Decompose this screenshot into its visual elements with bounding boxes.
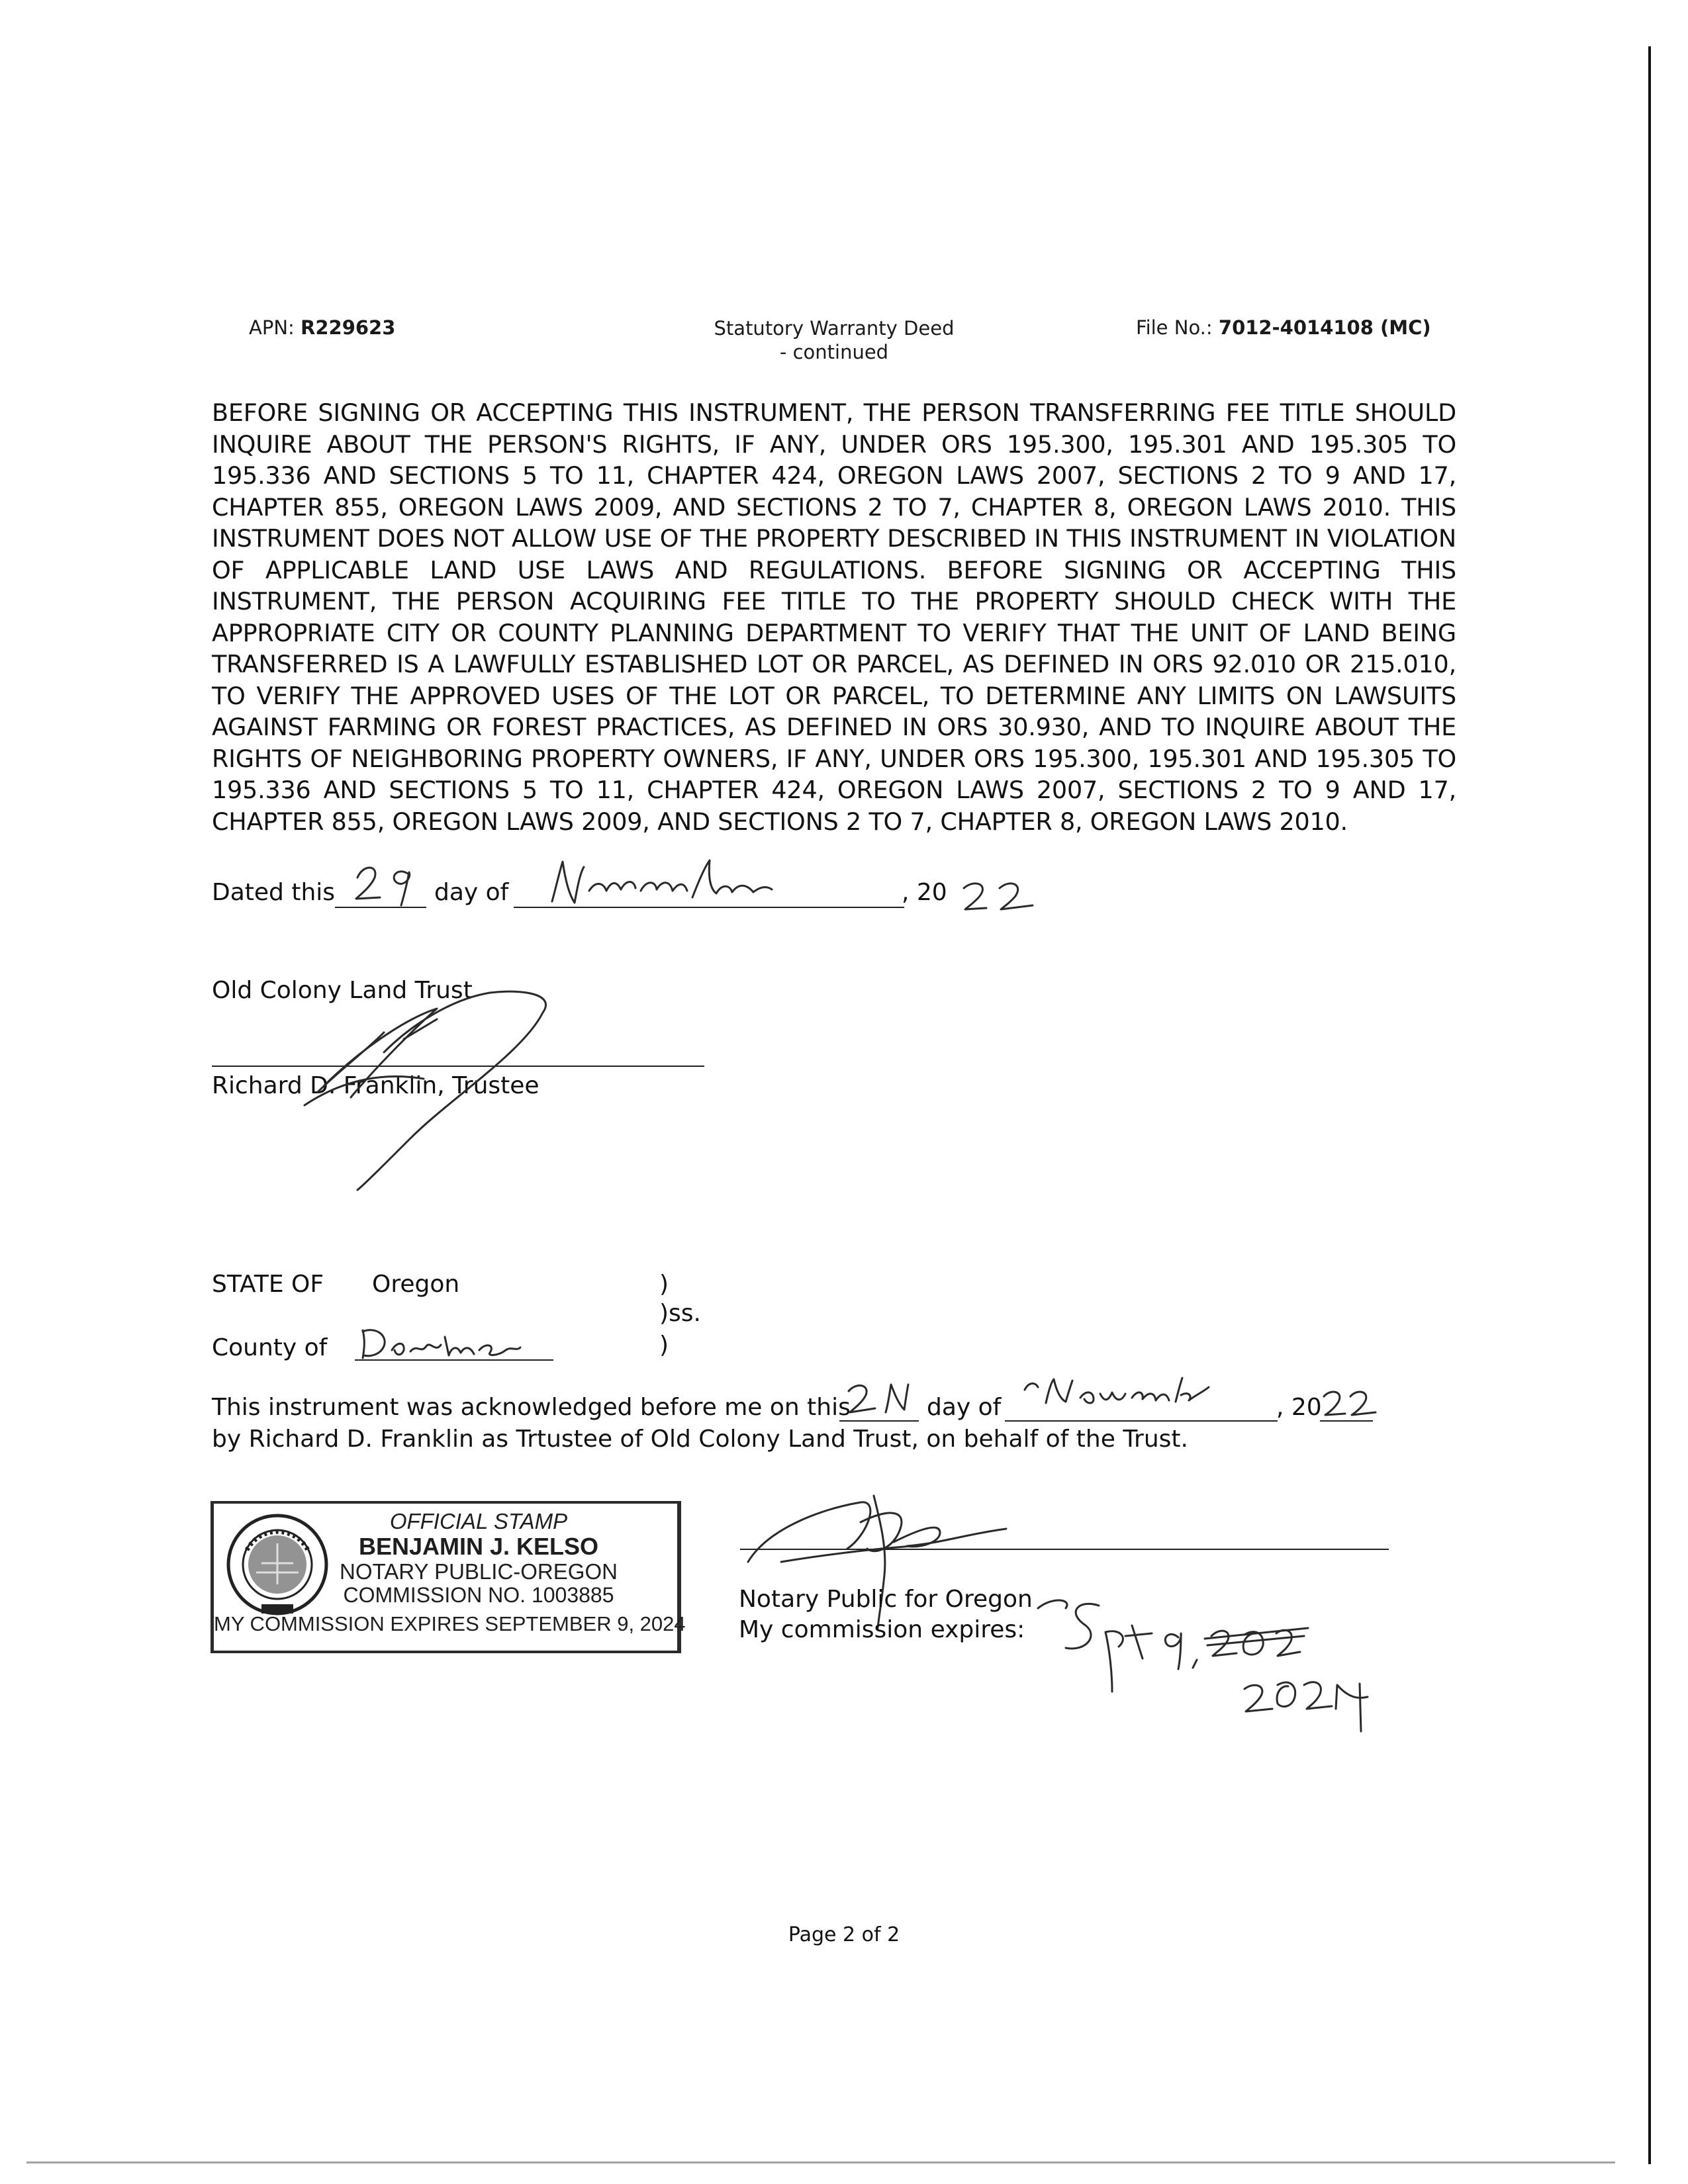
stamp-notary-name: BENJAMIN J. KELSO <box>358 1533 599 1560</box>
file-number-label: File No.: <box>1136 316 1213 339</box>
file-number-field <box>1136 316 1431 339</box>
grantor-name-title: Richard D. Franklin, Trustee <box>212 1072 539 1099</box>
stamp-title: OFFICIAL STAMP <box>389 1509 568 1533</box>
dated-prefix: Dated this <box>212 879 336 906</box>
dated-year-handwriting <box>960 878 1039 915</box>
document-title: Statutory Warranty Deed <box>714 317 955 340</box>
file-number-value: 7012-4014108 (MC) <box>1218 316 1431 339</box>
dated-day-handwriting <box>351 858 424 911</box>
ack-year-line <box>1320 1420 1373 1422</box>
apn-field <box>249 316 395 339</box>
venue-ss: )ss. <box>659 1300 701 1327</box>
commission-expires-handwriting <box>1026 1586 1397 1731</box>
scan-right-edge <box>1648 46 1651 2164</box>
scan-bottom-edge <box>26 2161 1615 2163</box>
apn-label: APN: <box>249 316 295 339</box>
venue-paren-bottom: ) <box>659 1332 669 1359</box>
dated-day-of: day of <box>434 879 509 906</box>
ack-day-of: day of <box>927 1394 1002 1421</box>
grantor-signature <box>278 979 569 1191</box>
page-number: Page 2 of 2 <box>788 1923 900 1946</box>
ack-day-handwriting <box>843 1379 916 1422</box>
stamp-expiration: MY COMMISSION EXPIRES SEPTEMBER 9, 2024 <box>214 1612 686 1635</box>
commission-expires-label: My commission expires: <box>739 1616 1025 1643</box>
state-value: Oregon <box>372 1271 460 1298</box>
county-handwriting <box>357 1324 530 1363</box>
official-notary-stamp <box>211 1501 686 1653</box>
ack-year-handwriting <box>1320 1387 1386 1420</box>
land-use-notice: BEFORE SIGNING OR ACCEPTING THIS INSTRUMENT, THE PERSON TRANSFERRING FEE TITLE SHOULD INQUIRE ABOUT THE PERSON'S RIGHTS, IF ANY, UNDER ORS 195.300, 195.301 AND 195.305 TO 195.336 AND SECTIONS 5 TO 11, CHAPTER 424, OREGON LAWS 2007, SECTIONS 2 TO 9 AND 17, CHAPTER 855, OREGON LAWS 2009, AND SECTIONS 2 TO 7, CHAPTER 8, OREGON LAWS 2010. THIS INSTRUMENT DOES NOT ALLOW USE OF THE PROPERTY DESCRIBED IN THIS INSTRUMENT IN VIOLATION OF APPLICABLE LAND USE LAWS AND REGULATIONS. BEFORE SIGNING OR ACCEPTING THIS INSTRUMENT, THE PERSON ACQUIRING FEE TITLE TO THE PROPERTY SHOULD CHECK WITH THE APPROPRIATE CITY OR COUNTY PLANNING DEPARTMENT TO VERIFY THAT THE UNIT OF LAND BEING TRANSFERRED IS A LAWFULLY ESTABLISHED LOT OR PARCEL, AS DEFINED IN ORS 92.010 OR 215.010, TO VERIFY THE APPROVED USES OF THE LOT OR PARCEL, TO DETERMINE ANY LIMITS ON LAWSUITS AGAINST FARMING OR FOREST PRACTICES, AS DEFINED IN ORS 30.930, AND TO INQUIRE ABOUT THE RIGHTS OF NEIGHBORING PROPERTY OWNERS, IF ANY, UNDER ORS 195.300, 195.301 AND 195.305 TO 195.336 AND SECTIONS 5 TO 11, CHAPTER 424, OREGON LAWS 2007, SECTIONS 2 TO 9 AND 17, CHAPTER 855, OREGON LAWS 2009, AND SECTIONS 2 TO 7, CHAPTER 8, OREGON LAWS 2010. <box>212 398 1456 836</box>
ack-month-handwriting <box>1019 1375 1218 1415</box>
venue-paren-top: ) <box>659 1271 669 1298</box>
state-label: STATE OF <box>212 1271 324 1298</box>
dated-month-handwriting <box>543 854 794 913</box>
dated-year-prefix: , 20 <box>902 879 947 906</box>
ack-year-prefix: , 20 <box>1276 1394 1322 1421</box>
acknowledgment-line1-prefix: This instrument was acknowledged before me on this <box>212 1394 851 1421</box>
stamp-notary-role: NOTARY PUBLIC-OREGON <box>340 1559 618 1584</box>
grantor-entity-name: Old Colony Land Trust <box>212 977 473 1004</box>
notary-public-title: Notary Public for Oregon <box>739 1586 1033 1613</box>
document-title-block <box>702 316 966 364</box>
document-subtitle: - continued <box>779 341 889 363</box>
stamp-commission-number: COMMISSION NO. 1003885 <box>343 1583 614 1607</box>
county-label: County of <box>212 1334 328 1361</box>
acknowledgment-line2: by Richard D. Franklin as Trtustee of Old Colony Land Trust, on behalf of the Trust. <box>212 1426 1188 1453</box>
ack-month-line <box>1005 1420 1278 1422</box>
apn-value: R229623 <box>301 316 396 339</box>
